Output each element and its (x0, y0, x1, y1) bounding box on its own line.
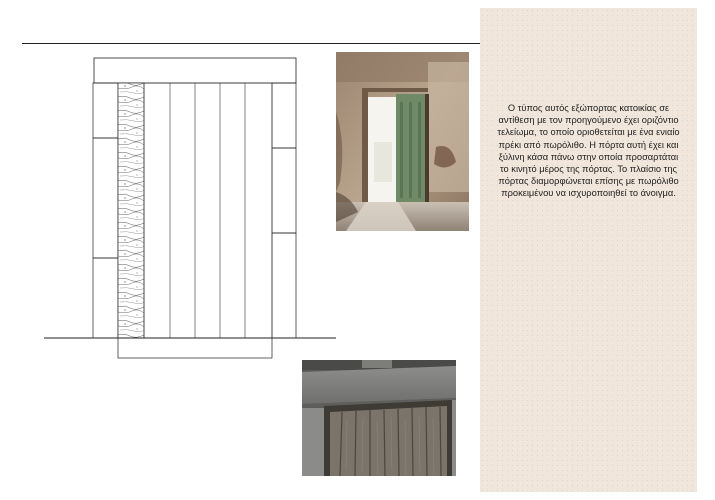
description-panel (480, 8, 697, 492)
door-planks (144, 83, 272, 338)
wooden-frame (118, 83, 144, 338)
lintel (94, 58, 296, 83)
door-elevation-drawing (40, 52, 340, 362)
left-jamb (93, 83, 118, 338)
door-exterior-photo (302, 360, 456, 476)
description-text: Ο τύπος αυτός εξώπορτας κατοικίας σε αντίθεση με τον προηγούμενο έχει οριζόντιο τελείωμα, το οποίο οριοθετείται με ένα ενιαίο πρέκι από πωρόλιθο. Η πόρτα αυτή έχει και ξύλινη κάσα πάνω στην οποία προσαρτάται το κινητό μέρος της πόρτας. Το πλαίσιο της πόρτας διαμορφώνεται επίσης με πωρόλιθο προκειμένου να ισχυροποιηθεί το άνοιγμα. (497, 103, 680, 199)
header-rule (22, 43, 500, 44)
right-jamb (272, 83, 296, 338)
threshold (118, 338, 272, 358)
door-interior-photo (336, 52, 469, 231)
